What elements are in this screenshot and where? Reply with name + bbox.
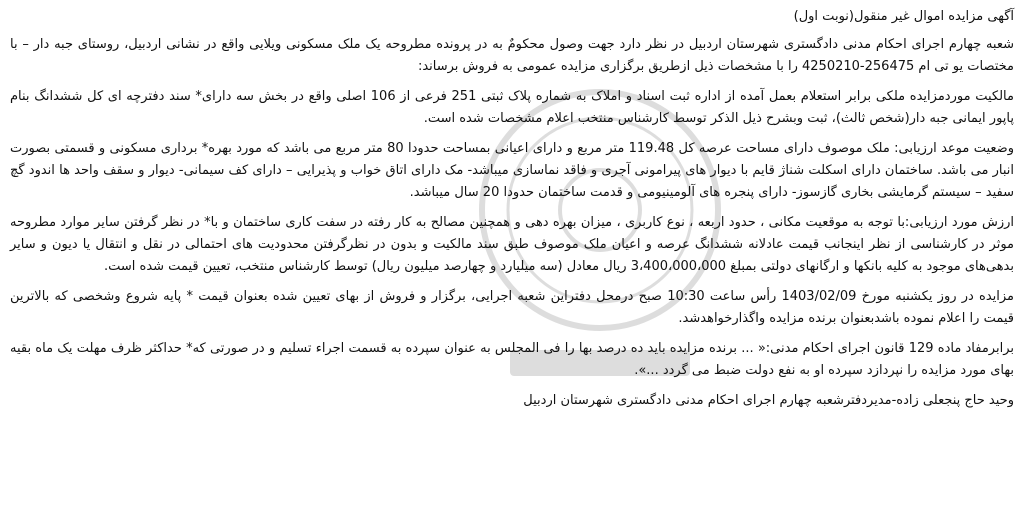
paragraph-signature: وحید حاج پنجعلی زاده-مدیردفترشعبه چهارم اجرای احکام مدنی دادگستری شهرستان اردبیل	[523, 393, 1014, 408]
paragraph-ownership: مالکیت موردمزایده ملکی برابر استعلام بعمل آمده از اداره ثبت اسناد و املاک به شماره پلاک ثبتی 251 فرعی از 106 اصلی واقع در بخش سه دارای* سند دفترچه ای کل ششدانگ بنام پاپور ایمانی جبه دار(شخص ثالث)، ثبت وبشرح ذیل الذکر توسط کارشناس منتخب اعلام مشخصات شده است.	[10, 89, 1014, 126]
notice-title: آگهی مزایده اموال غیر منقول(نوبت اول)	[793, 9, 1014, 24]
paragraph-article-129: برابرمفاد ماده 129 قانون اجرای احکام مدنی:« ... برنده مزایده باید ده درصد بها را فی المجلس به عنوان سپرده به قسمت اجراء تسلیم و در صورتی که* حداکثر ظرف مهلت یک ماه بقیه بهای مورد مزایده را نپردازد سپرده او به نفع دولت ضبط می گردد ...».	[10, 341, 1014, 378]
paragraph-valuation: ارزش مورد ارزیابی:با توجه به موقعیت مکانی ، حدود اربعه ، نوع کاربری ، میزان بهره دهی و همچنین مصالح به کار رفته در سفت کاری ساختمان و با* در نظر گرفتن سایر موارد مطروحه موثر در کارشناسی از نظر اینجانب قیمت عادلانه ششدانگ عرصه و اعیان ملک موصوف طبق سند مالکیت و بدون در نظرگرفتن محدودیت های احتمالی در نقل و انتقال یا دیون و سایر بدهی‌های موجود به کلیه بانکها و ارگانهای دولتی بمبلغ 3،400،000،000 ریال معادل (سه میلیارد و چهارصد میلیون ریال) توسط کارشناس منتخب، تعیین قیمت شده است.	[10, 215, 1014, 274]
paragraph-intro: شعبه چهارم اجرای احکام مدنی دادگستری شهرستان اردبیل در نظر دارد جهت وصول محکومٌ به در پرونده مطروحه یک ملک مسکونی ویلایی واقع در نشانی اردبیل، روستای جبه دار – با مختصات یو تی ام 256475-4250210 را با مشخصات ذیل ازطریق برگزاری مزایده عمومی به فروش برساند:	[10, 37, 1014, 74]
paragraph-property-condition: وضعیت موعد ارزیابی: ملک موصوف دارای مساحت عرصه کل 119.48 متر مربع و دارای اعیانی بمساحت حدودا 80 متر مربع می باشد که مورد بهره* برداری مسکونی و قسمتی بصورت انبار می باشد. ساختمان دارای اسکلت شناژ قایم با دیوار های پیرامونی آجری و فاقد نماسازی میباشد- مک دارای اتاق خواب و پذیرایی – دارای کف سیمانی- دیوار و سقف واحد ها اندود گچ سفید – سیستم گرمایشی بخاری گازسوز- دارای پنجره های آلومینیومی و قدمت ساختمان حدودا 20 سال میباشد.	[10, 141, 1014, 200]
paragraph-auction-date: مزایده در روز یکشنبه مورخ 1403/02/09 رأس ساعت 10:30 صبح درمحل دفتراین شعبه اجرایی، برگزار و فروش از بهای تعیین شده بعنوان قیمت * پایه شروع وشخصی که بالاترین قیمت را اعلام نموده باشدبعنوان برنده مزایده واگذارخواهدشد.	[10, 289, 1015, 326]
